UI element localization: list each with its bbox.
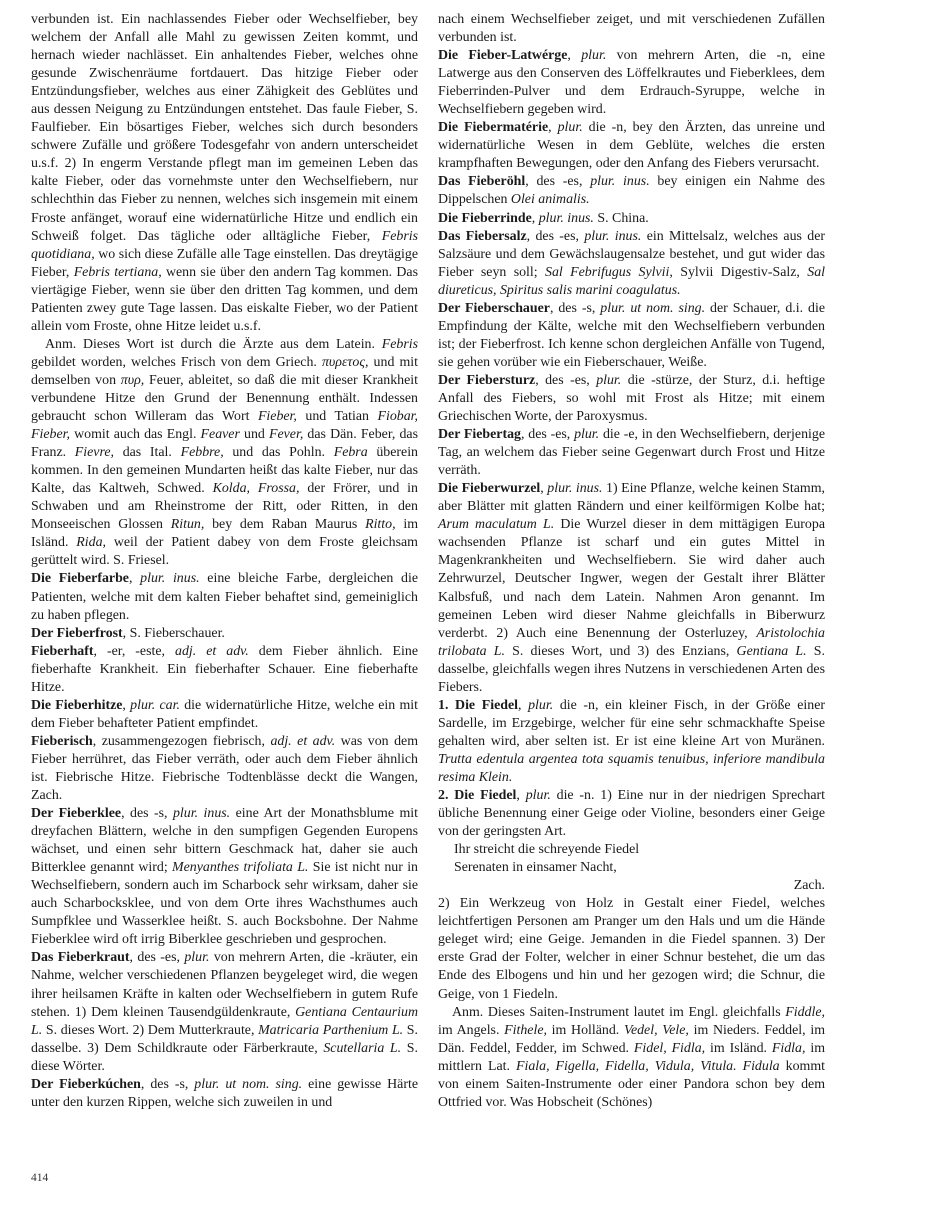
italic-text: plur. ut nom. sing. xyxy=(194,1076,303,1092)
body-text: die -e, in den Wechselfiebern, derjenige Tag, an welchem das Fieber seine Gegenwart durch Frost und Hitze verräth. xyxy=(438,427,825,479)
italic-text: πυρ, xyxy=(120,372,145,388)
body-text: Sylvii Digestiv-Salz, xyxy=(672,264,808,280)
dictionary-entry xyxy=(438,228,825,300)
dictionary-entry xyxy=(31,336,418,571)
body-text: , des -es, xyxy=(535,372,597,388)
italic-text: Fieber, xyxy=(257,409,297,425)
body-text: Ihr streicht die schreyende Fiedel xyxy=(454,842,640,858)
italic-text: Trutta edentula argentea tota squamis tenuibus, inferiore mandibula resima Klein. xyxy=(438,751,825,785)
italic-text: plur. xyxy=(184,950,210,966)
body-text: 2) Ein Werkzeug von Holz in Gestalt einer Fiedel, welches leichtfertigen Personen am Pranger um den Hals und um die Hände geleget wird; eine Geige. Jemanden in die Fiedel spannen. 3) Der erste Grad der Folter, welcher in einer Schnur bestehet, die um das Ende des Elbogens und hin und her gezogen wird; die Schnur, die Geige, von 1 Fiedeln. xyxy=(438,896,825,1002)
entry-headword: Die Fieberrinde xyxy=(438,210,532,226)
entry-headword: Das Fieberkraut xyxy=(31,950,130,966)
body-text: und Tatian xyxy=(296,409,378,425)
italic-text: Scutellaria L. xyxy=(323,1040,402,1056)
dictionary-entry xyxy=(31,1076,418,1112)
dictionary-entry xyxy=(31,570,418,624)
body-text: Serenaten in einsamer Nacht, xyxy=(454,860,617,876)
body-text: die widernatürliche Hitze, welche ein mit dem Fieber behafteter Patient empfindet. xyxy=(31,697,418,731)
italic-text: Olei animalis. xyxy=(510,192,590,208)
dictionary-entry xyxy=(438,895,825,1003)
body-text: , xyxy=(518,697,529,713)
italic-text: adj. et adv. xyxy=(175,643,249,659)
body-text: bey einigen ein Nahme des Dippelschen xyxy=(438,174,826,208)
entry-headword: 1. Die Fiedel xyxy=(438,697,518,713)
body-text: Zach. xyxy=(793,878,825,894)
body-text: , xyxy=(567,48,582,64)
body-text: die -n, ein kleiner Fisch, in der Größe einer Sardelle, im Erzgebirge, welcher für eine sehr schmackhafte Speise gehalten wird, aber selten ist. Er ist eine kleine Art von Muränen. xyxy=(438,697,825,749)
body-text: eine bleiche Farbe, dergleichen die Patienten, welche mit dem kalten Fieber behaftet sind, gemeiniglich zu haben pflegen. xyxy=(31,571,418,623)
italic-text: Sal Febrifugus Sylvii, xyxy=(545,264,673,280)
italic-text: Fever, xyxy=(268,427,304,443)
body-text: , des -es, xyxy=(129,950,185,966)
body-text: , xyxy=(531,210,539,226)
body-text: , zusammengezogen fiebrisch, xyxy=(92,733,271,749)
italic-text: plur. inus. xyxy=(547,481,603,497)
entry-headword: Der Fieberschauer xyxy=(438,300,550,316)
body-text: S. dieses Wort. 2) Dem Mutterkraute, xyxy=(42,1022,259,1038)
body-text: wo sich diese Zufälle alle Tage einstellen. Das dreytägige Fieber, xyxy=(31,246,418,280)
dictionary-entry xyxy=(438,173,825,209)
dictionary-entry xyxy=(31,11,418,336)
italic-text: Aristolochia trilobata L. xyxy=(438,625,825,659)
italic-text: plur. car. xyxy=(130,697,180,713)
body-text: Anm. Dieses Saiten-Instrument lautet im Engl. gleichfalls xyxy=(452,1004,786,1020)
body-text: nach einem Wechselfieber zeiget, und mit verschiedenen Zufällen verbunden ist. xyxy=(438,12,825,46)
body-text: S. dieses Wort, und 3) des Enzians, xyxy=(505,643,737,659)
right-column xyxy=(438,11,825,1112)
body-text: weil der Patient dabey von dem Froste gleichsam gerüttelt wird. S. Friesel. xyxy=(31,535,418,569)
entry-headword: Der Fiebersturz xyxy=(438,372,536,388)
body-text: der Frörer, und in Schwaben und am Rheinstrome der Ritt, oder Ritten, in den Monseeischen Glossen xyxy=(31,481,418,533)
body-text: , des -s, xyxy=(549,300,601,316)
dictionary-entry xyxy=(438,210,825,228)
dictionary-entry xyxy=(438,119,825,173)
italic-text: πυρετος, xyxy=(321,354,369,370)
body-text: , xyxy=(548,120,558,136)
italic-text: Fithele, xyxy=(504,1022,547,1038)
entry-headword: Der Fiebertag xyxy=(438,427,521,443)
body-text: , xyxy=(128,571,141,587)
body-text: S. China. xyxy=(593,210,649,226)
body-text: 1) Eine Pflanze, welche keinen Stamm, aber Blätter mit glatten Rändern und einer keilförmigen Kolbe hat; xyxy=(438,481,825,515)
dictionary-entry xyxy=(438,877,825,895)
entry-headword: Die Fieber-Latwérge xyxy=(438,48,568,64)
body-text: ein Mittelsalz, welches aus der Salzsäure und dem Gewächslaugensalze bestehet, und gut wider das Fieber seyn soll; xyxy=(438,228,825,280)
dictionary-entry xyxy=(31,643,418,697)
body-text: , des -es, xyxy=(525,174,591,190)
body-text: , S. Fieberschauer. xyxy=(122,625,225,641)
body-text: das Ital. xyxy=(114,445,181,461)
italic-text: Ritun, xyxy=(170,517,205,533)
body-text: eine Art der Monathsblume mit dreyfachen Blättern, welche in den sumpfigen Gegenden Europens wächset, und einen sehr bittern Geschmack hat, daher sie auch Bitterklee genannt wird; xyxy=(31,806,418,876)
dictionary-entry xyxy=(438,47,825,119)
italic-text: plur. inus. xyxy=(590,174,650,190)
body-text: der Schauer, d.i. die Empfindung der Kälte, welche mit den Wechselfiebern verbunden ist; der Fieberfrost. Ich kenne schon dergleichen Anfälle von Tugend, sie gehen vorüber wie ein Fieberschauer, Weiße. xyxy=(438,300,825,370)
body-text: S. dasselbe, gleichfalls wegen ihres Nutzens in verschiedenen Arten des Fiebers. xyxy=(438,643,825,695)
dictionary-entry xyxy=(31,697,418,733)
body-text: , des -s, xyxy=(140,1076,195,1092)
body-text: verbunden ist. Ein nachlassendes Fieber oder Wechselfieber, bey welchem der Anfall alle Mahl zu gewissen Zeiten kommt, und hernach wieder nachlässet. Ein anhaltendes Fieber, welches ohne gesunde Zwischenräume fortdauert. Das hitzige Fieber oder Entzündungsfieber, welches aus einer Zähigkeit des Geblütes und aus dessen Neigung zu Entzündungen entstehet. Das faule Fieber, S. Faulfieber. Ein bösartiges Fieber, welches sich durch besonders schwere Zufälle und größere Todesgefahr von andern unterscheidet u.s.f. 2) In engerm Verstande pflegt man im gemeinen Leben das kalte Fieber, oder das vornehmste unter den Wechselfiebern, nur schlechthin das Fieber zu nennen, welches sich insgemein mit einem Froste anfänget, worauf eine widernatürliche Hitze und endlich ein Schweiß folget. Das tägliche oder alltägliche Fieber, xyxy=(31,12,418,244)
body-text: gebildet worden, welches Frisch von dem Griech. xyxy=(31,354,322,370)
body-text: , xyxy=(516,788,526,804)
entry-headword: Die Fiebermatérie xyxy=(438,120,549,136)
italic-text: Vedel, Vele, xyxy=(624,1022,689,1038)
body-text: Anm. Dieses Wort ist durch die Ärzte aus dem Latein. xyxy=(45,336,382,352)
italic-text: plur. inus. xyxy=(538,210,594,226)
italic-text: Feaver xyxy=(200,427,240,443)
italic-text: Febris tertiana, xyxy=(73,264,162,280)
body-text: , xyxy=(122,697,131,713)
italic-text: plur. xyxy=(574,427,600,443)
italic-text: adj. et adv. xyxy=(270,733,336,749)
italic-text: plur. ut nom. sing. xyxy=(600,300,706,316)
body-text: , des -es, xyxy=(521,427,575,443)
italic-text: Rida, xyxy=(76,535,106,551)
body-text: von mehrern Arten, die -n, eine Latwerge aus den Conserven des Löffelkrautes und Fieberklees, dem Fieberrinden-Pulver und dem Erdrauch-Syruppe, welche in Wechselfiebern gegeben wird. xyxy=(438,48,825,118)
body-text: was von dem Fieber herrühret, das Fieber verräth, oder auch dem Fieber ähnlich ist. Fiebrische Hitze. Fiebrische Todtenblässe deckt die Wangen, Zach. xyxy=(31,733,418,804)
left-column xyxy=(31,11,418,1112)
italic-text: Gentiana Centaurium L. xyxy=(31,1004,418,1038)
italic-text: Gentiana L. xyxy=(736,643,807,659)
body-text: S. diese Wörter. xyxy=(31,1040,418,1074)
italic-text: Fidla, xyxy=(771,1040,806,1056)
dictionary-entry xyxy=(438,300,825,372)
italic-text: Menyanthes trifoliata L. xyxy=(172,860,309,876)
italic-text: plur. xyxy=(525,788,551,804)
body-text: eine gewisse Härte unter den kurzen Rippen, welche sich zuweilen in und xyxy=(31,1076,418,1110)
body-text: im Nieders. Feddel, im Dän. Feddel, Fedder, im Schwed. xyxy=(438,1022,825,1056)
italic-text: Febra xyxy=(333,445,368,461)
body-text: im Holländ. xyxy=(546,1022,624,1038)
italic-text: Febbre, xyxy=(180,445,224,461)
body-text: von mehrern Arten, die -kräuter, ein Nahme, welcher verschiedenen Pflanzen beygeleget wird, die wegen ihrer heilsamen Kräfte in kalten oder Wechselfiebern in gutem Rufe stehen. 1) Dem kleinen Tausendgüldenkraute, xyxy=(31,950,418,1020)
body-text: das Dän. Feber, das Franz. xyxy=(31,427,419,461)
body-text: wenn sie über den andern Tag kommen. Das viertägige Fieber, wenn sie über den dritten Tag kommen, und dem Patienten zwey gute Tage lassen. Das eiskalte Fieber, wo der Patient allein vom Froste, ohne Hitze leidet u.s.f. xyxy=(31,264,419,334)
dictionary-entry xyxy=(438,11,825,47)
body-text: S. dasselbe. 3) Dem Schildkraute oder Färberkraute, xyxy=(31,1022,418,1056)
body-text: Feuer, ableitet, so daß die mit dieser Krankheit verbundene Hitze den Grund der Benennung enthält. Indessen gebraucht schon Willeram das Wort xyxy=(31,372,418,425)
body-text: und das Pohln. xyxy=(223,445,334,461)
body-text: , xyxy=(540,481,548,497)
body-text: im mittlern Lat. xyxy=(438,1040,825,1074)
body-text: , -er, -este, xyxy=(93,643,176,659)
entry-headword: Die Fieberhitze xyxy=(31,697,123,713)
body-text: Sie ist nicht nur in Wechselfiebern, sondern auch im Scharbock sehr wirksam, daher sie auch Scharbocksklee, und von dem Orte ihres Wachsthumes auch Sumpfklee und Wasserklee heißt. S. auch Bocksbohne. Der Nahme Fieberklee wird oft irrig Biberklee geschrieben und gesprochen. xyxy=(31,860,418,948)
dictionary-entry xyxy=(438,372,825,426)
italic-text: plur. xyxy=(581,48,607,64)
dictionary-entry xyxy=(31,949,418,1075)
entry-headword: Das Fieberöhl xyxy=(438,174,526,190)
italic-text: Arum maculatum L. xyxy=(438,517,555,533)
entry-headword: Fieberisch xyxy=(31,733,93,749)
italic-text: Febris xyxy=(381,336,418,352)
dictionary-entry xyxy=(31,625,418,643)
body-text: bey dem Raban Maurus xyxy=(204,517,366,533)
italic-text: Fiobar, Fieber, xyxy=(31,409,418,443)
body-text: im Isländ. xyxy=(31,517,418,551)
entry-headword: Die Fieberwurzel xyxy=(438,481,541,497)
dictionary-entry xyxy=(438,859,825,877)
italic-text: Fievre, xyxy=(74,445,114,461)
italic-text: Ritto, xyxy=(365,517,396,533)
body-text: kommt von einem Saiten-Instrumente oder einer Pandora schon bey dem Ottfried vor. Was Hobscheit (Schönes) xyxy=(438,1058,825,1110)
italic-text: plur. xyxy=(596,372,622,388)
body-text: im Isländ. xyxy=(705,1040,772,1056)
italic-text: plur. inus. xyxy=(172,806,231,822)
dictionary-entry xyxy=(438,426,825,480)
entry-headword: Der Fieberkúchen xyxy=(31,1076,141,1092)
entry-headword: 2. Die Fiedel xyxy=(438,788,517,804)
italic-text: Sal diureticus, Spiritus salis marini coagulatus. xyxy=(438,264,826,298)
body-text: dem Fieber ähnlich. Eine fieberhafte Krankheit. Ein fieberhafter Schauer. Eine fieberhafte Hitze. xyxy=(31,643,418,695)
entry-headword: Fieberhaft xyxy=(31,643,94,659)
dictionary-entry xyxy=(438,480,825,697)
italic-text: plur. inus. xyxy=(140,571,200,587)
italic-text: Matricaria Parthenium L. xyxy=(258,1022,404,1038)
body-text: im Angels. xyxy=(438,1022,505,1038)
entry-headword: Das Fiebersalz xyxy=(438,228,527,244)
body-text: womit auch das Engl. xyxy=(69,427,201,443)
italic-text: plur. inus. xyxy=(584,228,642,244)
body-text: die -n, bey den Ärzten, das unreine und widernatürliche Wesen in dem Geblüte, welches die ersten krampfhaften Bewegungen, oder den Anfang des Fiebers verursacht. xyxy=(438,120,825,172)
italic-text: plur. xyxy=(528,697,554,713)
dictionary-entry xyxy=(438,841,825,859)
body-text: die -stürze, der Sturz, d.i. heftige Anfall des Fiebers, so wohl mit Frost als Hitze; mit einem Griechischen Worte, der Paroxysmus. xyxy=(438,372,825,425)
body-text: Die Wurzel dieser in dem mittägigen Europa wachsenden Pflanze ist scharf und ein gutes Mittel in Magenkrankheiten und Wechselfiebern. Sie wird daher auch Zehrwurzel, Deutscher Ingwer, wegen der Gestalt ihrer Blätter Kalbsfuß, und nach dem Latein. Nahmen Aron genannt. Im gemeinen Leben wird dieser Nahme gleichfalls in Biberwurz verderbt. 2) Auch eine Benennung der Osterluzey, xyxy=(438,517,825,641)
entry-headword: Der Fieberfrost xyxy=(31,625,123,641)
body-text: , des -s, xyxy=(121,806,173,822)
dictionary-entry xyxy=(31,733,418,805)
dictionary-entry xyxy=(438,697,825,787)
entry-headword: Die Fieberfarbe xyxy=(31,571,129,587)
dictionary-entry xyxy=(438,787,825,841)
italic-text: Fidel, Fidla, xyxy=(633,1040,706,1056)
italic-text: Kolda, Frossa, xyxy=(212,481,300,497)
italic-text: Fiddle, xyxy=(785,1004,825,1020)
body-text: und mit demselben von xyxy=(31,354,418,388)
body-text: und xyxy=(239,427,269,443)
body-text: überein kommen. In den gemeinen Mundarten heißt das kalte Fieber, nur das Kalte, das Kaltweh, Schwed. xyxy=(31,445,419,497)
page-number: 414 xyxy=(31,1172,49,1184)
italic-text: Fiala, Figella, Fidella, Vidula, Vitula. Fidula xyxy=(515,1058,780,1074)
italic-text: Febris quotidiana, xyxy=(31,228,418,262)
body-text: , des -es, xyxy=(526,228,585,244)
dictionary-entry xyxy=(438,1004,825,1112)
entry-headword: Der Fieberklee xyxy=(31,806,122,822)
italic-text: plur. xyxy=(557,120,583,136)
body-text: die -n. 1) Eine nur in der niedrigen Sprechart übliche Benennung einer Geige oder Violine, besonders einer Geige von der geringsten Art. xyxy=(438,788,826,840)
dictionary-entry xyxy=(31,805,418,949)
